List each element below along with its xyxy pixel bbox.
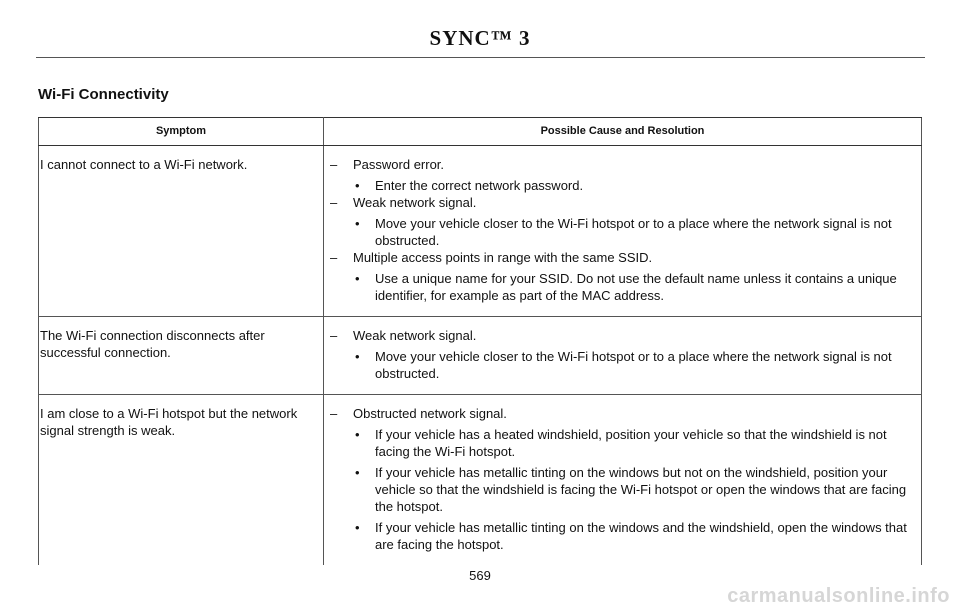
bullet-marker: • [355,427,360,442]
resolution-text: If your vehicle has metallic tinting on the windows and the windshield, open the windows that are facing the hotspot. [375,520,907,552]
cause-text: Password error. [353,157,445,172]
resolution-text: If your vehicle has a heated windshield, position your vehicle so that the windshield is not facing the Wi-Fi hotspot. [375,427,887,459]
bullet-marker: • [355,216,360,231]
resolution-text: Enter the correct network password. [375,178,584,193]
page-number: 569 [469,568,491,583]
table-continuation-lines [38,534,922,540]
symptom-cell: I cannot connect to a Wi-Fi network. [39,146,324,317]
column-header-cause-resolution: Possible Cause and Resolution [324,118,922,146]
resolution-text: Move your vehicle closer to the Wi-Fi hotspot or to a place where the network signal is not obstructed. [375,216,892,248]
cause-item [330,327,919,344]
column-header-symptom: Symptom [39,118,324,146]
bullet-marker: • [355,465,360,480]
cause-text: Obstructed network signal. [353,406,507,421]
resolution-text: Use a unique name for your SSID. Do not use the default name unless it contains a unique identifier, for example as part of the MAC address. [375,271,897,303]
symptom-cell: I am close to a Wi-Fi hotspot but the network signal strength is weak. [39,395,324,566]
cause-text: Weak network signal. [353,328,477,343]
resolution-item [330,215,919,249]
cause-item [330,249,919,266]
section-title: Wi-Fi Connectivity [38,86,169,103]
bullet-marker: • [355,178,360,193]
troubleshooting-table [38,117,922,565]
table-header-row [39,118,922,146]
symptom-cell: The Wi-Fi connection disconnects after successful connection. [39,317,324,395]
resolution-item [330,177,919,194]
dash-marker: – [330,250,338,265]
dash-marker: – [330,195,338,210]
resolution-item [330,270,919,304]
cause-resolution-cell [324,146,922,317]
cause-item [330,405,919,422]
resolution-text: If your vehicle has metallic tinting on the windows but not on the windshield, position your vehicle so that the windshield is facing the Wi-Fi hotspot or open the windows that are facing the hotspot. [375,465,907,514]
bullet-marker: • [355,349,360,364]
bullet-marker: • [355,271,360,286]
page-header-title: SYNC™ 3 [429,26,531,50]
bullet-marker: • [355,520,360,535]
table-row [39,146,922,317]
resolution-item [330,348,919,382]
watermark-logo: carmanualsonline.info [727,585,950,607]
resolution-item [330,426,919,460]
resolution-item [330,464,919,515]
table-row [39,317,922,395]
dash-marker: – [330,157,338,172]
resolution-text: Move your vehicle closer to the Wi-Fi hotspot or to a place where the network signal is not obstructed. [375,349,892,381]
cause-item [330,156,919,173]
dash-marker: – [330,328,338,343]
cause-text: Multiple access points in range with the same SSID. [353,250,653,265]
cause-text: Weak network signal. [353,195,477,210]
cause-item [330,194,919,211]
header-divider [36,57,925,58]
dash-marker: – [330,406,338,421]
cause-resolution-cell [324,317,922,395]
